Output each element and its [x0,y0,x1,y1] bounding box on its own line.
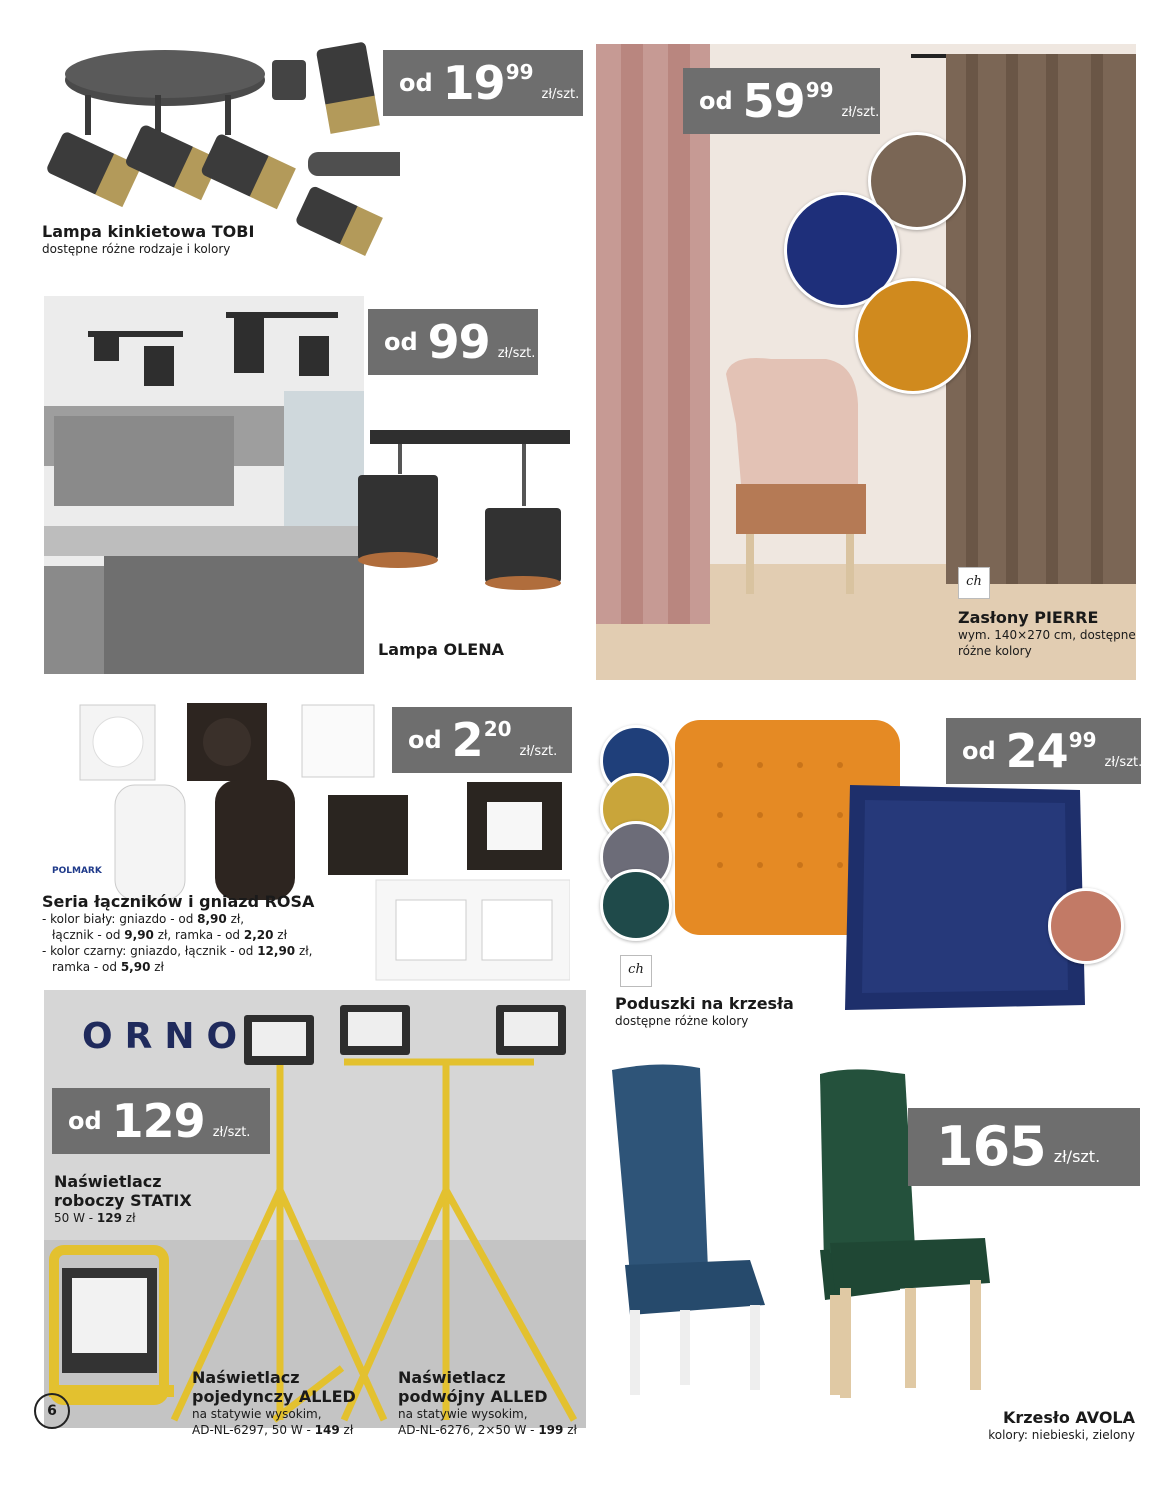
rosa-title: Seria łączników i gniazd ROSA [42,892,315,911]
page-number: 6 [34,1393,70,1429]
rosa-line1: - kolor biały: gniazdo - od 8,90 zł, [42,912,245,926]
price-decimal: 99 [1068,728,1097,752]
price-prefix: od [699,87,733,115]
ch-brand-logo: ch [958,567,990,599]
alled2-description-line1: na statywie wysokim, [398,1407,528,1421]
rosa-line3: - kolor czarny: gniazdo, łącznik - od 12,90 zł, [42,944,313,958]
pillow-swatch-pink [1048,888,1124,964]
pierre-description-line1: wym. 140×270 cm, dostępne [958,628,1136,642]
olena-lamp-image [350,420,580,590]
polmark-logo: POLMARK [52,866,102,876]
alled1-description-line1: na statywie wysokim, [192,1407,322,1421]
olena-price-tag [368,309,538,375]
alled1-title-line1: Naświetlacz [192,1368,300,1387]
rosa-line4: ramka - od 5,90 zł [52,960,164,974]
price-unit: zł/szt. [497,346,536,361]
tobi-description: dostępne różne rodzaje i kolory [42,242,231,256]
price-integer: 19 [442,56,505,110]
price-prefix: od [408,726,442,754]
pierre-description-line2: różne kolory [958,644,1032,658]
alled2-description-line2: AD-NL-6276, 2×50 W - 199 zł [398,1423,577,1437]
statix-title-line1: Naświetlacz [54,1172,162,1191]
price-prefix: od [399,69,433,97]
ch-brand-logo: ch [620,955,652,987]
price-unit: zł/szt. [212,1125,251,1140]
price-unit: zł/szt. [1053,1147,1101,1166]
price-unit: zł/szt. [841,105,880,120]
price-decimal: 99 [505,60,534,84]
statix-description: 50 W - 129 zł [54,1211,136,1225]
avola-title: Krzesło AVOLA [1002,1408,1135,1427]
alled1-title-line2: pojedynczy ALLED [192,1387,356,1406]
alled2-title-line2: podwójny ALLED [398,1387,548,1406]
tobi-price-tag [383,50,583,116]
poduszki-title: Poduszki na krzesła [615,994,794,1013]
price-prefix: od [68,1107,102,1135]
price-integer: 165 [936,1115,1046,1178]
olena-kitchen-image [44,296,364,674]
price-unit: zł/szt. [519,744,558,759]
rosa-line2: łącznik - od 9,90 zł, ramka - od 2,20 zł [52,928,287,942]
price-integer: 99 [427,315,490,369]
avola-price-tag [908,1108,1140,1186]
price-integer: 2 [451,713,483,767]
price-decimal: 20 [483,717,512,741]
statix-title-line2: roboczy STATIX [54,1191,192,1210]
cushion-swatch-green [600,869,672,941]
pierre-title: Zasłony PIERRE [958,608,1099,627]
orno-logo: ORNO [82,1016,250,1057]
alled2-title-line1: Naświetlacz [398,1368,506,1387]
olena-title: Lampa OLENA [378,640,504,659]
price-integer: 129 [111,1094,205,1148]
alled1-description-line2: AD-NL-6297, 50 W - 149 zł [192,1423,354,1437]
price-decimal: 99 [805,78,834,102]
orno-price-tag [52,1088,270,1154]
price-prefix: od [384,328,418,356]
rosa-price-tag [392,707,572,773]
price-integer: 24 [1005,724,1068,778]
poduszki-description: dostępne różne kolory [615,1014,749,1028]
price-integer: 59 [742,74,805,128]
poduszki-price-tag [946,718,1141,784]
pierre-swatch-orange [855,278,971,394]
tobi-title: Lampa kinkietowa TOBI [42,222,255,241]
price-unit: zł/szt. [1104,755,1143,770]
avola-description: kolory: niebieski, zielony [988,1428,1135,1442]
price-prefix: od [962,737,996,765]
price-unit: zł/szt. [541,87,580,102]
pierre-price-tag [683,68,880,134]
